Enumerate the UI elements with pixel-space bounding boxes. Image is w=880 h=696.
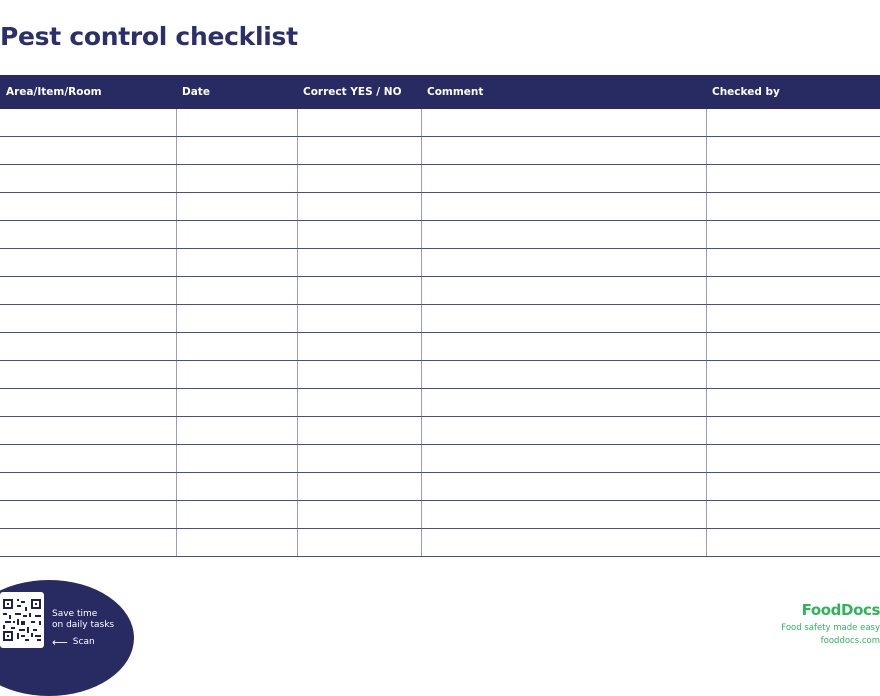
cell-area[interactable] [0,109,176,137]
table-body [0,109,880,557]
cell-area[interactable] [0,445,176,473]
cell-correct[interactable] [297,417,421,445]
badge-line-1: Save time [52,609,98,619]
scan-label-group [52,637,95,647]
table-row [0,249,880,277]
cell-comment[interactable] [421,333,706,361]
cell-checked-by[interactable] [706,165,880,193]
cell-area[interactable] [0,165,176,193]
cell-checked-by[interactable] [706,501,880,529]
cell-date[interactable] [176,361,297,389]
table-row [0,333,880,361]
cell-area[interactable] [0,361,176,389]
table-row [0,221,880,249]
cell-checked-by[interactable] [706,417,880,445]
cell-area[interactable] [0,193,176,221]
cell-comment[interactable] [421,165,706,193]
cell-comment[interactable] [421,109,706,137]
cell-date[interactable] [176,109,297,137]
cell-comment[interactable] [421,389,706,417]
cell-correct[interactable] [297,305,421,333]
cell-correct[interactable] [297,529,421,557]
table-row [0,193,880,221]
cell-correct[interactable] [297,501,421,529]
column-header-date: Date [176,75,297,109]
cell-area[interactable] [0,249,176,277]
table-row [0,137,880,165]
cell-date[interactable] [176,305,297,333]
cell-comment[interactable] [421,473,706,501]
checklist-table [0,75,880,557]
cell-date[interactable] [176,473,297,501]
cell-date[interactable] [176,389,297,417]
cell-checked-by[interactable] [706,445,880,473]
cell-comment[interactable] [421,417,706,445]
cell-area[interactable] [0,333,176,361]
page-title: Pest control checklist [0,22,298,51]
brand-logo: FoodDocs [801,601,880,619]
cell-date[interactable] [176,445,297,473]
brand-tagline: Food safety made easy [781,623,880,633]
table-row [0,445,880,473]
cell-area[interactable] [0,529,176,557]
table-row [0,277,880,305]
cell-area[interactable] [0,389,176,417]
cell-checked-by[interactable] [706,109,880,137]
cell-comment[interactable] [421,249,706,277]
cell-correct[interactable] [297,137,421,165]
cell-correct[interactable] [297,473,421,501]
table-row [0,529,880,557]
table-row [0,361,880,389]
badge-line-2: on daily tasks [52,620,115,630]
cell-comment[interactable] [421,193,706,221]
cell-area[interactable] [0,221,176,249]
cell-date[interactable] [176,333,297,361]
cell-comment[interactable] [421,445,706,473]
cell-correct[interactable] [297,109,421,137]
column-header-area: Area/Item/Room [0,75,176,109]
table-header-row [0,75,880,109]
cell-comment[interactable] [421,361,706,389]
cell-date[interactable] [176,137,297,165]
cell-correct[interactable] [297,361,421,389]
cell-comment[interactable] [421,137,706,165]
table-row [0,109,880,137]
badge-text [52,609,114,631]
cell-checked-by[interactable] [706,361,880,389]
cell-comment[interactable] [421,277,706,305]
cell-date[interactable] [176,277,297,305]
cell-comment[interactable] [421,501,706,529]
cell-checked-by[interactable] [706,305,880,333]
cell-checked-by[interactable] [706,529,880,557]
cell-date[interactable] [176,529,297,557]
scan-label: Scan [72,637,95,647]
cell-checked-by[interactable] [706,221,880,249]
cell-area[interactable] [0,417,176,445]
cell-correct[interactable] [297,165,421,193]
cell-area[interactable] [0,501,176,529]
cell-area[interactable] [0,137,176,165]
cell-date[interactable] [176,249,297,277]
cell-date[interactable] [176,193,297,221]
cell-correct[interactable] [297,193,421,221]
column-header-comment: Comment [421,75,706,109]
table-row [0,389,880,417]
column-header-correct: Correct YES / NO [297,75,421,109]
cell-comment[interactable] [421,305,706,333]
table-row [0,501,880,529]
brand-block [781,601,880,646]
cell-area[interactable] [0,473,176,501]
cell-area[interactable] [0,277,176,305]
cell-date[interactable] [176,417,297,445]
brand-url[interactable]: fooddocs.com [820,636,880,646]
column-header-checked-by: Checked by [706,75,880,109]
cell-checked-by[interactable] [706,277,880,305]
cell-date[interactable] [176,165,297,193]
cell-checked-by[interactable] [706,249,880,277]
cell-comment[interactable] [421,221,706,249]
cell-correct[interactable] [297,445,421,473]
cell-date[interactable] [176,221,297,249]
qr-code-icon[interactable] [0,592,44,648]
cell-correct[interactable] [297,333,421,361]
table-row [0,305,880,333]
cell-checked-by[interactable] [706,137,880,165]
cell-checked-by[interactable] [706,333,880,361]
cell-date[interactable] [176,501,297,529]
cell-area[interactable] [0,305,176,333]
cell-checked-by[interactable] [706,473,880,501]
table-row [0,165,880,193]
cell-comment[interactable] [421,529,706,557]
arrow-left-icon: ⟵ [52,635,68,649]
table-row [0,417,880,445]
cell-correct[interactable] [297,249,421,277]
table-row [0,473,880,501]
cell-correct[interactable] [297,221,421,249]
cell-checked-by[interactable] [706,389,880,417]
cell-correct[interactable] [297,389,421,417]
cell-checked-by[interactable] [706,193,880,221]
cell-correct[interactable] [297,277,421,305]
